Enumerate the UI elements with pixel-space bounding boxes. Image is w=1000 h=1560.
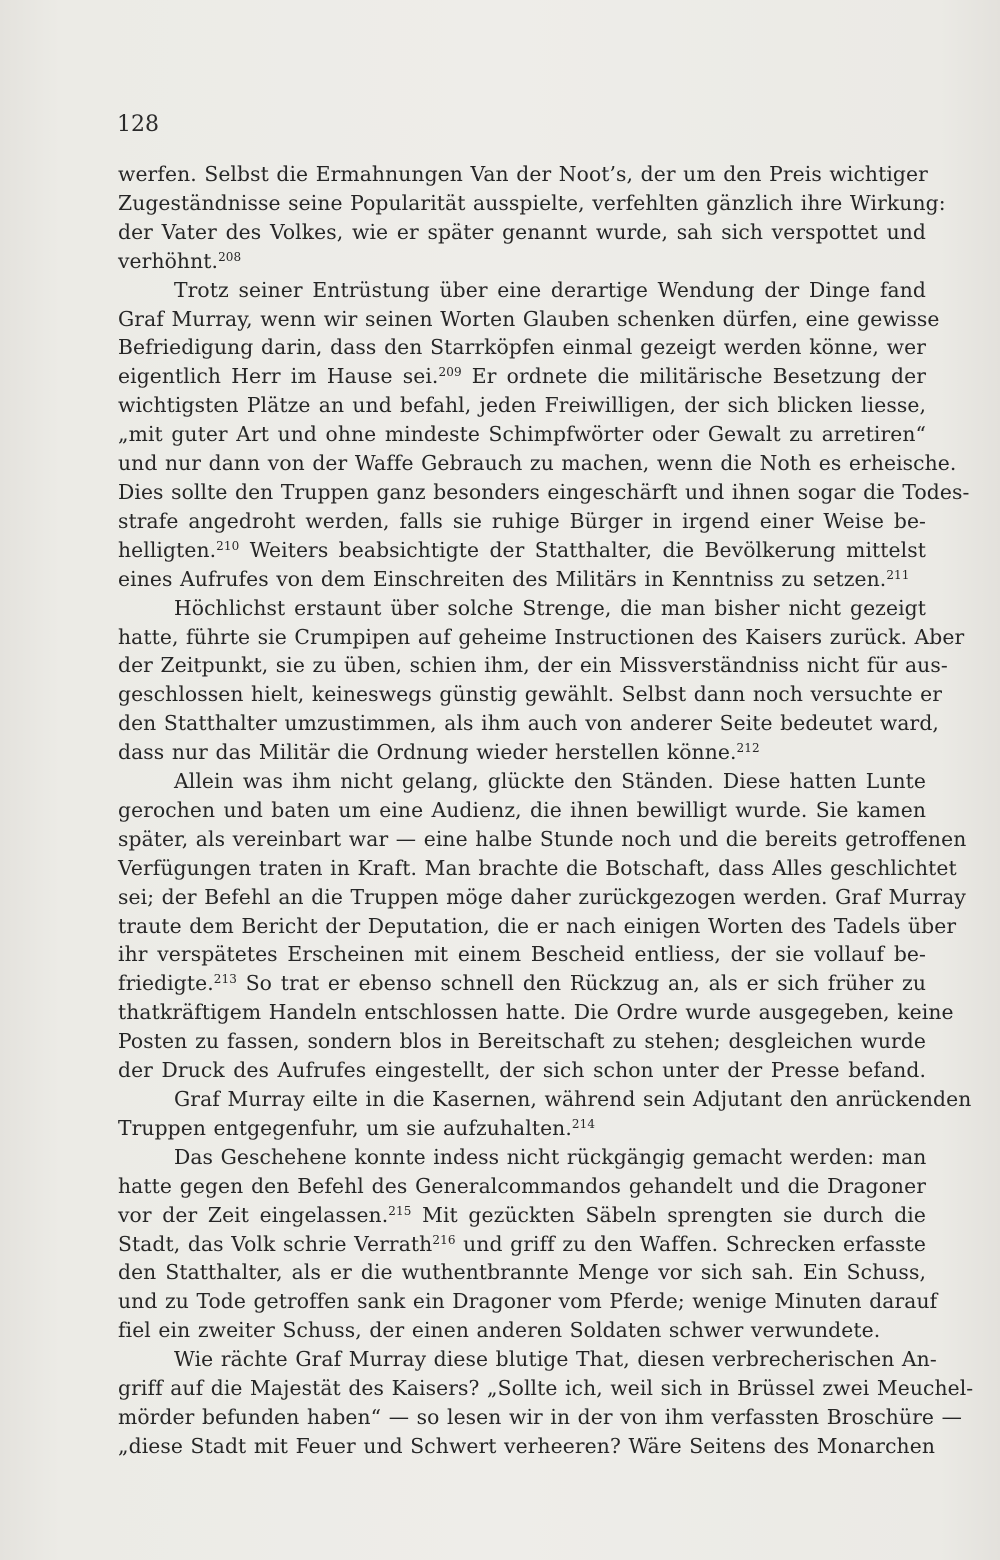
line-text: Truppen entgegenfuhr, um sie aufzuhalten. — [118, 1115, 572, 1140]
footnote-marker[interactable]: 209 — [438, 365, 462, 380]
line-text: hatte, führte sie Crumpipen auf geheime Instructionen des Kaisers zurück. Aber — [118, 624, 965, 649]
text-line — [118, 796, 926, 825]
line-text: helligten. — [118, 537, 217, 562]
line-text: Befriedigung darin, dass den Starrköpfen einmal gezeigt werden könne, wer — [118, 335, 926, 360]
line-text: der Vater des Volkes, wie er später genannt wurde, sah sich verspottet und — [118, 219, 926, 244]
text-line — [118, 1345, 937, 1374]
text-line — [118, 362, 926, 391]
text-line — [118, 594, 926, 623]
line-text: Graf Murray eilte in die Kasernen, während sein Adjutant den anrückenden — [174, 1087, 972, 1111]
line-text: später, als vereinbart war — eine halbe Stunde noch und die bereits getroffenen — [118, 826, 967, 851]
text-line — [118, 507, 926, 536]
text-line — [118, 333, 926, 362]
text-line — [118, 1172, 926, 1201]
line-text: wichtigsten Plätze an und befahl, jeden Freiwilligen, der sich blicken liesse, — [118, 393, 926, 418]
line-text: „mit guter Art und ohne mindeste Schimpfwörter oder Gewalt zu arretiren“ — [118, 422, 926, 447]
line-text: den Statthalter umzustimmen, als ihm auch von anderer Seite bedeutet ward, — [118, 711, 939, 736]
text-line — [118, 854, 957, 883]
text-line — [118, 1201, 926, 1230]
footnote-marker[interactable]: 215 — [388, 1203, 412, 1218]
text-line — [118, 420, 926, 449]
line-text-continued: Er ordnete die militärische Besetzung der — [461, 364, 926, 389]
line-text: Allein was ihm nicht gelang, glückte den Ständen. Diese hatten Lunte — [174, 769, 926, 794]
line-text: Trotz seiner Entrüstung über eine derartige Wendung der Dinge fand — [174, 277, 926, 302]
line-text: „diese Stadt mit Feuer und Schwert verheeren? Wäre Seitens des Monarchen — [118, 1433, 935, 1458]
line-text: Posten zu fassen, sondern blos in Bereitschaft zu stehen; desgleichen wurde — [118, 1029, 926, 1054]
footnote-marker[interactable]: 212 — [736, 741, 760, 756]
text-line — [118, 969, 926, 998]
text-line — [118, 680, 943, 709]
line-text: thatkräftigem Handeln entschlossen hatte. Die Ordre wurde ausgegeben, keine — [118, 1000, 954, 1025]
line-text: vor der Zeit eingelassen. — [118, 1202, 389, 1227]
line-text: und nur dann von der Waffe Gebrauch zu machen, wenn die Noth es erheische. — [118, 451, 957, 476]
line-text: und zu Tode getroffen sank ein Dragoner vom Pferde; wenige Minuten darauf — [118, 1289, 938, 1314]
footnote-marker[interactable]: 211 — [886, 567, 910, 582]
line-text: eigentlich Herr im Hause sei. — [118, 364, 439, 389]
line-text-continued: So trat er ebenso schnell den Rückzug an, als er sich früher zu — [236, 971, 926, 996]
line-text: gerochen und baten um eine Audienz, die ihnen bewilligt wurde. Sie kamen — [118, 797, 926, 822]
text-line — [118, 1432, 935, 1461]
page-number: 128 — [117, 112, 159, 137]
line-text-continued: und griff zu den Waffen. Schrecken erfasste — [455, 1231, 927, 1256]
text-line — [118, 825, 967, 854]
text-line — [118, 1258, 926, 1287]
text-line — [118, 218, 926, 247]
line-text: Stadt, das Volk schrie Verrath — [118, 1231, 433, 1256]
line-text: Höchlichst erstaunt über solche Strenge, die man bisher nicht gezeigt — [174, 595, 926, 620]
line-text: Wie rächte Graf Murray diese blutige That, diesen verbrecherischen An- — [174, 1347, 937, 1372]
text-line — [118, 1143, 926, 1172]
line-text: der Zeitpunkt, sie zu üben, schien ihm, der ein Missverständniss nicht für aus- — [118, 653, 948, 678]
line-text: hatte gegen den Befehl des Generalcommandos gehandelt und die Dragoner — [118, 1173, 926, 1198]
text-line — [118, 536, 926, 565]
line-text: werfen. Selbst die Ermahnungen Van der Noot’s, der um den Preis wichtiger — [118, 162, 928, 186]
text-line — [118, 565, 926, 594]
text-line — [118, 247, 926, 276]
line-text: griff auf die Majestät des Kaisers? „Sollte ich, weil sich in Brüssel zwei Meuchel- — [118, 1376, 974, 1401]
text-line — [118, 1085, 972, 1114]
text-line — [118, 709, 939, 738]
text-line — [118, 276, 926, 305]
line-text: eines Aufrufes von dem Einschreiten des Militärs in Kenntniss zu setzen. — [118, 566, 887, 591]
text-line — [118, 1114, 926, 1143]
text-line — [118, 651, 948, 680]
text-line — [118, 1230, 926, 1259]
line-text: Dies sollte den Truppen ganz besonders eingeschärft und ihnen sogar die Todes- — [118, 479, 970, 504]
line-text: sei; der Befehl an die Truppen möge daher zurückgezogen werden. Graf Murray — [118, 884, 966, 909]
body-text — [118, 160, 974, 1461]
text-line — [118, 1403, 962, 1432]
text-line — [118, 998, 954, 1027]
line-text: strafe angedroht werden, falls sie ruhige Bürger in irgend einer Weise be- — [118, 508, 926, 533]
text-line — [118, 623, 965, 652]
text-line — [118, 449, 957, 478]
line-text: Zugeständnisse seine Popularität ausspielte, verfehlten gänzlich ihre Wirkung: — [118, 190, 946, 215]
line-text: Verfügungen traten in Kraft. Man brachte die Botschaft, dass Alles geschlichtet — [118, 855, 957, 880]
footnote-marker[interactable]: 216 — [432, 1232, 456, 1247]
line-text-continued: Weiters beabsichtigte der Statthalter, die Bevölkerung mittelst — [239, 537, 926, 562]
text-line — [118, 305, 940, 334]
text-line — [118, 1056, 926, 1085]
text-line — [118, 940, 926, 969]
text-line — [118, 478, 970, 507]
line-text: ihr verspätetes Erscheinen mit einem Bescheid entliess, der sie vollauf be- — [118, 942, 926, 967]
line-text: dass nur das Militär die Ordnung wieder herstellen könne. — [118, 740, 737, 765]
line-text: Das Geschehene konnte indess nicht rückgängig gemacht werden: man — [174, 1144, 927, 1169]
text-line — [118, 160, 926, 189]
footnote-marker[interactable]: 214 — [571, 1116, 596, 1131]
text-line — [118, 883, 966, 912]
text-paragraphs — [118, 160, 974, 1461]
line-text: Graf Murray, wenn wir seinen Worten Glauben schenken dürfen, eine gewisse — [118, 306, 940, 331]
line-text: den Statthalter, als er die wuthentbrannte Menge vor sich sah. Ein Schuss, — [118, 1260, 926, 1285]
line-text: der Druck des Aufrufes eingestellt, der sich schon unter der Presse befand. — [118, 1058, 926, 1083]
text-line — [118, 391, 926, 420]
text-line — [118, 1374, 974, 1403]
footnote-marker[interactable]: 213 — [213, 972, 237, 987]
text-line — [118, 767, 926, 796]
line-text: verhöhnt. — [118, 248, 219, 273]
line-text: geschlossen hielt, keineswegs günstig gewählt. Selbst dann noch versuchte er — [118, 682, 943, 707]
text-line — [118, 1027, 926, 1056]
text-line — [118, 1316, 926, 1345]
footnote-marker[interactable]: 208 — [218, 249, 242, 264]
text-line — [118, 738, 926, 767]
line-text: mörder befunden haben“ — so lesen wir in der von ihm verfassten Broschüre — — [118, 1404, 962, 1429]
line-text: friedigte. — [118, 971, 214, 996]
line-text: fiel ein zweiter Schuss, der einen anderen Soldaten schwer verwundete. — [118, 1318, 881, 1343]
text-line — [118, 912, 957, 941]
text-line — [118, 1287, 938, 1316]
line-text: traute dem Bericht der Deputation, die er nach einigen Worten des Tadels über — [118, 913, 957, 938]
text-line — [118, 189, 946, 218]
line-text-continued: Mit gezückten Säbeln sprengten sie durch die — [411, 1202, 926, 1227]
footnote-marker[interactable]: 210 — [216, 538, 240, 553]
